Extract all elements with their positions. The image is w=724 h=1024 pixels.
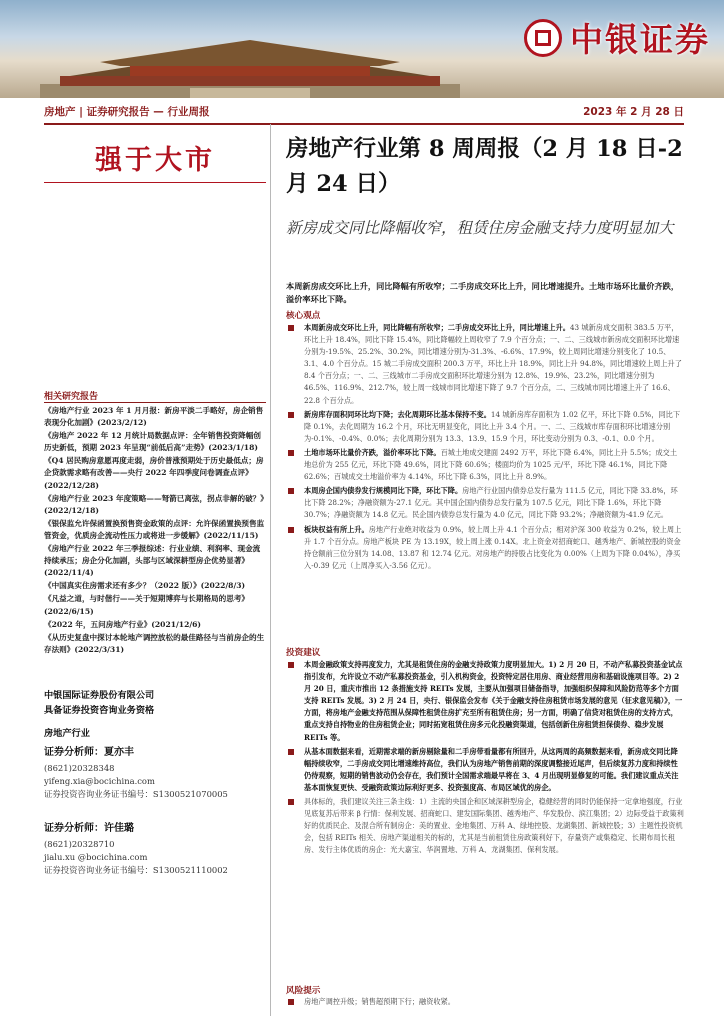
related-item: 《房地产行业 2023 年度策略——弩箭已离弦，拐点非解的破？》(2022/12/18) xyxy=(44,493,265,515)
invest-item: 本周金融政策支持再度发力，尤其是租赁住房的金融支持政策力度明显加大。1) 2 月 20 日，不动产私募投资基金试点指引发布，允许设立不动产私募投资基金，引入机构资金，投资特定居住用房、商业经营用房和基础设施项目等。2) 2 月 20 日，重庆市推出 12 条措施支持 REITs 发展，主要从加强项目储备指导，加强组织保障和风险防范等多个方面支持 REITs 发展。3) 2 月 24 日，央行、银保监会发布《关于金融支持住房租赁市场发展的意见（征求意见稿）》，一方面，将房地产金融支持范围从保障性租赁住房扩充至所有租赁住房；另一方面，明确了信贷对租赁住房的支持方式，重点支持自持物业的住房租赁企业；同时拓宽租赁住房多元化投融资渠道，包括创新住房租赁担保债券、稳步发展 REITs 等。 xyxy=(286,659,684,744)
company-name: 中银国际证券股份有限公司 xyxy=(44,690,155,701)
core-list xyxy=(286,322,684,574)
core-item: 本周新房成交环比上升，同比降幅有所收窄；二手房成交环比上升，同比增速上升。43 城新房成交面积 383.5 万平，环比上升 18.4%，同比下降 15.4%，同比降幅较上周收窄了 7.9 个百分点；一、二、三线城市新房成交面积环比增速分别为-19.5%、25.2%、30.2%，同比增速分别为-31.3%、-6.6%、17.9%，较上周同比增速分别变化了 10.5、3.1、4.0 个百分点。15 城二手房成交面积 200.3 万平，环比上升 18.9%，同比上升 94.8%，同比增速较上周上升了 8.4 个百分点；一、二、三线城市二手房成交面积环比增速分别为 12.8%、19.9%、23.2%，同比增速分别为 46.5%、116.9%、212.7%，较上周一线城市同比增速下降了 9.7 个百分点，二、三线城市同比增速上升了 16.6、22.8 个百分点。 xyxy=(286,322,684,407)
analyst-email[interactable]: jialu.xu @bocichina.com xyxy=(44,852,148,862)
company-qualification: 具备证券投资咨询业务资格 xyxy=(44,705,155,716)
analyst-name-line: 证券分析师：夏亦丰 xyxy=(44,747,134,758)
bullet-square-icon xyxy=(288,527,294,533)
boc-logo-icon xyxy=(524,19,562,57)
bullet-square-icon xyxy=(288,450,294,456)
related-item: 《凡益之道，与时偕行——关于短期博弈与长期格局的思考》(2022/6/15) xyxy=(44,594,250,616)
analyst-block xyxy=(44,746,266,801)
related-item: 《从历史复盘中探讨本轮地产调控放松的最佳路径与当前房企的生存法则》(2022/3/31) xyxy=(44,632,265,654)
bullet-square-icon xyxy=(288,488,294,494)
bullet-square-icon xyxy=(288,999,294,1005)
brand-name: 中银证券 xyxy=(570,20,710,59)
report-category: 房地产 | 证券研究报告 — 行业周报 xyxy=(44,106,210,118)
core-item: 板块权益有所上升。房地产行业绝对收益为 0.9%，较上周上升 4.1 个百分点；相对沪深 300 收益为 0.2%，较上周上升 1.7 个百分点。房地产板块 PE 为 13.19X，较上周上涨 0.14X。北上资金对招商蛇口、越秀地产、新城控股的资金持仓额前三位分别为 14.08、13.87 和 12.74 亿元。对房地产的持股占比变化为 0.00%（上周为下降 0.04%），净买入-0.39 亿元（上周净买入-3.56 亿元）。 xyxy=(286,524,684,572)
analyst-name: 许佳璐 xyxy=(104,823,134,834)
company-info xyxy=(44,688,266,741)
related-item: 《房地产 2022 年 12 月统计局数据点评：全年销售投资降幅创历史新低，预期 2023 年呈现“前低后高”走势》(2023/1/18) xyxy=(44,431,261,453)
bullet-square-icon xyxy=(288,325,294,331)
bullet-square-icon xyxy=(288,799,294,805)
analyst-cert: 证券投资咨询业务证书编号：S1300521110002 xyxy=(44,865,228,875)
related-heading: 相关研究报告 xyxy=(44,392,99,402)
risk-list xyxy=(286,996,684,1010)
analyst-email[interactable]: yifeng.xia@bocichina.com xyxy=(44,776,155,786)
palace-image xyxy=(40,40,460,98)
bullet-square-icon xyxy=(288,412,294,418)
invest-item: 具体标的，我们建议关注三条主线：1）主流的央国企和区域深耕型房企，稳健经营的同时仍能保持一定拿地强度，行业见底复苏后带来 β 行情：保利发展、招商蛇口、建发国际集团、越秀地产、华发股份、滨江集团；2）边际受益于政策利好的优质民企、及混合所有制房企：美的置业、金地集团、万科 A、绿地控股、龙湖集团、新城控股；3）主题性投资机会，包括 REITs 相关、房地产渠道相关的标的，尤其是当前租赁住房政策利好下，存量资产或集稳定、长期布局长租房、发行主体优质的房企：光大嘉宝、华润置地、万科 A、龙湖集团、保利发展。 xyxy=(286,796,684,856)
header-rule xyxy=(44,123,684,125)
invest-heading: 投资建议 xyxy=(286,648,321,658)
report-meta xyxy=(44,104,684,122)
analyst-phone: (8621)20328710 xyxy=(44,839,115,849)
core-item: 本周房企国内债券发行规模同比下降，环比下降。房地产行业国内债券总发行量为 111.5 亿元，同比下降 33.8%，环比下降 28.2%；净融资额为-27.1 亿元。其中国企国内债券总发行量为 107.5 亿元，同比下降 1.6%，环比下降 30.7%；净融资额为 14.8 亿元。民企国内债券总发行量为 4.0 亿元，同比下降 93.2%；净融资额为-41.9 亿元。 xyxy=(286,485,684,521)
report-summary: 本周新房成交环比上升，同比降幅有所收窄；二手房成交环比上升，同比增速提升。土地市场环比量价齐跌，溢价率环比下降。 xyxy=(286,281,680,304)
core-item: 土地市场环比量价齐跌，溢价率环比下降。百城土地成交建面 2492 万平，环比下降 6.4%，同比上升 5.5%；成交土地总价为 255 亿元，环比下降 49.6%，同比下降 60.6%；楼面均价为 1025 元/平，环比下降 46.1%，同比下降 62.6%；百城成交土地溢价率为 4.14%，环比下降 6.3%，同比上升 8.9%。 xyxy=(286,447,684,483)
core-item: 新房库存面积同环比均下降；去化周期环比基本保持不变。14 城新房库存面积为 1.02 亿平，环比下降 0.5%，同比下降 0.1%，去化周期为 16.2 个月，环比无明显变化，同比上升 3.4 个月。一、二、三线城市库存面积环比增速分别为-0.1%、-0.4%、0.0%；去化周期分别为 13.3、13.9、15.9 个月，环比变动分别为 0.3、-0.1、0.0 个月。 xyxy=(286,409,684,445)
related-item: 《Q4 居民购房意愿再度走弱，房价普涨预期处于历史最低点；房企贷款需求略有改善——央行 2022 年四季度问卷调查点评》(2022/12/28) xyxy=(44,456,264,490)
rating-rule xyxy=(44,182,266,183)
related-item: 《银保监允许保函置换预售资金政策的点评：允许保函置换预售监管资金，优质房企流动性压力或将进一步缓解》(2022/11/15) xyxy=(44,518,265,540)
related-list xyxy=(44,405,266,657)
invest-list xyxy=(286,659,684,859)
risk-heading: 风险提示 xyxy=(286,986,321,996)
related-rule xyxy=(44,402,266,403)
report-title: 房地产行业第 8 周周报（2 月 18 日-2 月 24 日） xyxy=(286,136,683,197)
analyst-block xyxy=(44,822,266,877)
analyst-name: 夏亦丰 xyxy=(104,747,134,758)
analyst-name-line: 证券分析师：许佳璐 xyxy=(44,823,134,834)
analyst-cert: 证券投资咨询业务证书编号：S1300521070005 xyxy=(44,789,228,799)
related-item: 《2022 年，五问房地产行业》(2021/12/6) xyxy=(44,619,202,629)
bullet-square-icon xyxy=(288,662,294,668)
report-subtitle: 新房成交同比降幅收窄，租赁住房金融支持力度明显加大 xyxy=(286,219,674,237)
core-heading: 核心观点 xyxy=(286,311,321,321)
column-divider xyxy=(270,124,271,1016)
related-item: 《房地产行业 2023 年 1 月月报：新房平淡二手略好，房企销售表现分化加剧》(2023/2/12) xyxy=(44,406,264,428)
company-industry: 房地产行业 xyxy=(44,728,90,739)
header-banner xyxy=(0,0,724,98)
related-item: 《中国真实住房需求还有多少？（2022 版）》(2022/8/3) xyxy=(44,581,246,591)
rating-label: 强于大市 xyxy=(95,145,215,176)
invest-item: 从基本面数据来看，近期需求端的新房剔除量和二手房带看量都有所回升，从这两周的高频数据来看，新房成交同比降幅持续收窄，二手房成交同比增速维持高位，我们认为房地产销售前期的深度调整接近尾声，但后续复苏力度和持续性仍待观察，短期的销售波动仍会存在，我们预计全国需求端最早将在 3、4 月出现明显修复的可能。我们建议重点关注基本面恢复更快、受融资政策边际利好更多、投资强度高、布局区域优的房企。 xyxy=(286,746,684,794)
analyst-phone: (8621)20328348 xyxy=(44,763,115,773)
risk-item: 房地产调控升级；销售超预期下行；融资收紧。 xyxy=(286,996,684,1008)
bullet-square-icon xyxy=(288,749,294,755)
related-item: 《房地产行业 2022 年三季报综述：行业业绩、利润率、现金流持续承压；房企分化加剧，头部与区域深耕型房企优势显著》(2022/11/4) xyxy=(44,544,261,578)
report-date: 2023 年 2 月 28 日 xyxy=(583,106,684,118)
brand-logo xyxy=(524,14,710,61)
